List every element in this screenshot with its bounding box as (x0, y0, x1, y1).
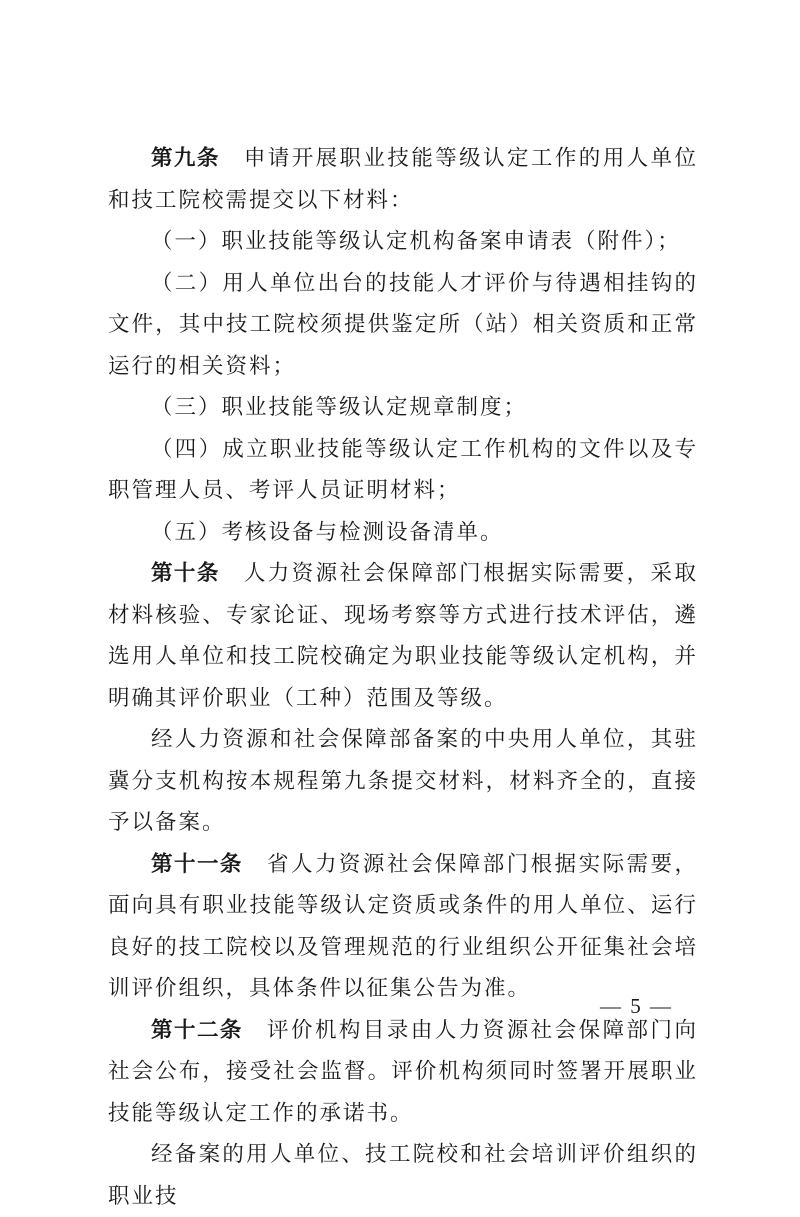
paragraph (108, 1134, 698, 1217)
list-item (108, 387, 698, 429)
article-heading: 第十一条 (151, 851, 243, 877)
paragraph-text: （五）考核设备与检测设备清单。 (151, 519, 504, 545)
paragraph-text: 经人力资源和社会保障部备案的中央用人单位，其驻冀分支机构按本规程第九条提交材料，材料齐全的，直接予以备案。 (108, 727, 698, 835)
paragraph (108, 719, 698, 844)
paragraph-article-10 (108, 553, 698, 719)
list-item (108, 263, 698, 388)
list-item (108, 221, 698, 263)
paragraph-text: （三）职业技能等级认定规章制度； (151, 395, 528, 420)
paragraph-text: （一）职业技能等级认定机构备案申请表（附件）； (151, 229, 681, 254)
paragraph-text: 省人力资源社会保障部门根据实际需要，面向具有职业技能等级认定资质或条件的用人单位、运行良好的技工院校以及管理规范的行业组织公开征集社会培训评价组织，具体条件以征集公告为准。 (108, 851, 698, 1001)
paragraph-article-11 (108, 844, 698, 1010)
paragraph-text: （二）用人单位出台的技能人才评价与待遇相挂钩的文件，其中技工院校须提供鉴定所（站）相关资质和正常运行的相关资料； (108, 270, 698, 379)
page-number: — 5 — (600, 994, 673, 1018)
paragraph-text: 评价机构目录由人力资源社会保障部门向社会公布，接受社会监督。评价机构须同时签署开展职业技能等级认定工作的承诺书。 (108, 1017, 698, 1126)
article-heading: 第十二条 (151, 1017, 243, 1043)
list-item (108, 512, 698, 554)
paragraph-text: （四）成立职业技能等级认定工作机构的文件以及专职管理人员、考评人员证明材料； (108, 436, 698, 503)
paragraph-text: 申请开展职业技能等级认定工作的用人单位和技工院校需提交以下材料： (108, 146, 698, 213)
paragraph-text: 人力资源社会保障部门根据实际需要，采取材料核验、专家论证、现场考察等方式进行技术评估，遴选用人单位和技工院校确定为职业技能等级认定机构，并明确其评价职业（工种）范围及等级。 (108, 561, 698, 711)
list-item (108, 429, 698, 512)
article-heading: 第九条 (151, 146, 220, 171)
article-heading: 第十条 (151, 561, 220, 586)
paragraph-article-9 (108, 138, 698, 221)
document-body (108, 138, 698, 1217)
paragraph-text: 经备案的用人单位、技工院校和社会培训评价组织的职业技 (108, 1142, 698, 1209)
paragraph-article-12 (108, 1010, 698, 1135)
